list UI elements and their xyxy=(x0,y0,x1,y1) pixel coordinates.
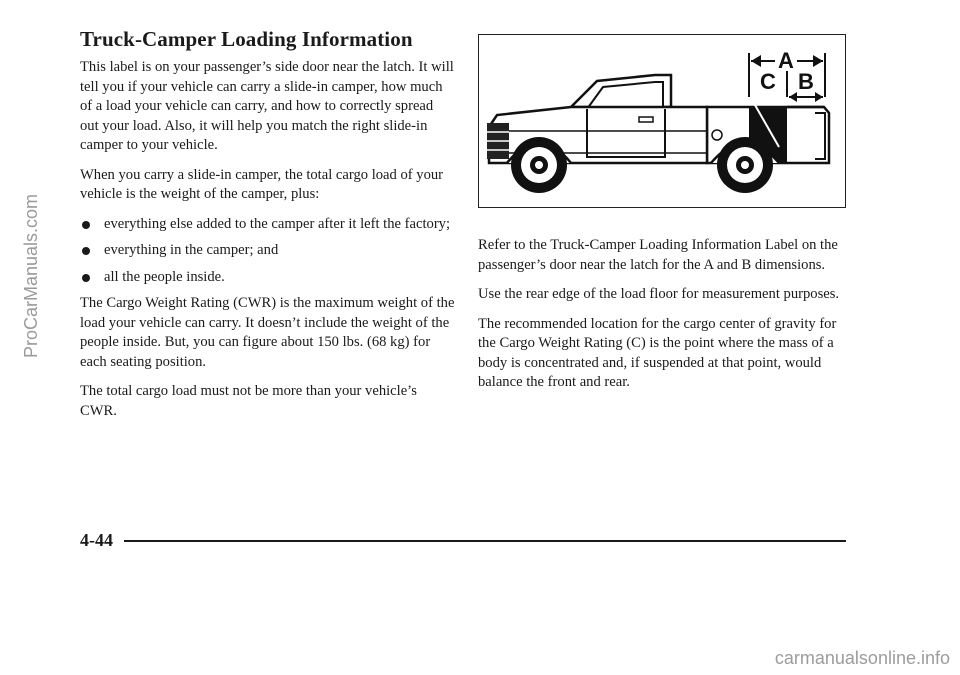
side-watermark: ProCarManuals.com xyxy=(21,193,41,358)
truck-camper-diagram xyxy=(478,34,846,208)
list-item xyxy=(80,215,455,235)
left-column xyxy=(80,58,455,431)
page-title: Truck-Camper Loading Information xyxy=(80,27,413,51)
bottom-watermark: carmanualsonline.info xyxy=(774,648,950,668)
total-load-paragraph: The total cargo load must not be more than your vehicle’s CWR. xyxy=(80,383,417,419)
bullet-icon xyxy=(82,221,90,229)
truck-illustration xyxy=(479,35,844,206)
bullet-icon xyxy=(82,274,90,282)
refer-paragraph: Refer to the Truck-Camper Loading Information Label on the passenger’s door near the latch for the A and B dimensions. xyxy=(478,237,838,273)
cwr-paragraph: The Cargo Weight Rating (CWR) is the maximum weight of the load your vehicle can carry. It doesn’t include the weight of the people inside. But, you can figure about 150 lbs. (68 kg) for each seating position. xyxy=(80,295,455,370)
dimension-c-label: C xyxy=(760,69,776,94)
list-item-text: everything else added to the camper after it left the factory; xyxy=(104,215,451,232)
dimension-b-label: B xyxy=(798,69,814,94)
intro-paragraph: This label is on your passenger’s side door near the latch. It will tell you if your vehicle can carry a slide-in camper, how much of a load your vehicle can carry, and how to correctly spread out your load. Also, it will help you match the right slide-in camper to your vehicle. xyxy=(80,59,454,153)
cargo-bullet-list xyxy=(80,215,455,288)
footer-divider xyxy=(124,540,846,542)
bullet-icon xyxy=(82,247,90,255)
list-item xyxy=(80,241,455,261)
list-item-text: everything in the camper; and xyxy=(104,242,279,258)
center-of-gravity-paragraph: The recommended location for the cargo center of gravity for the Cargo Weight Rating (C) is the point where the mass of a body is concentrated and, if suspended at that point, would balance the front and rear. xyxy=(478,315,837,390)
cargo-load-paragraph: When you carry a slide-in camper, the total cargo load of your vehicle is the weight of the camper, plus: xyxy=(80,166,444,202)
right-column xyxy=(478,236,848,403)
page-number: 4-44 xyxy=(80,530,113,550)
dimension-a-label: A xyxy=(778,48,794,73)
list-item xyxy=(80,268,455,288)
rear-edge-paragraph: Use the rear edge of the load floor for measurement purposes. xyxy=(478,286,840,302)
list-item-text: all the people inside. xyxy=(104,268,225,285)
